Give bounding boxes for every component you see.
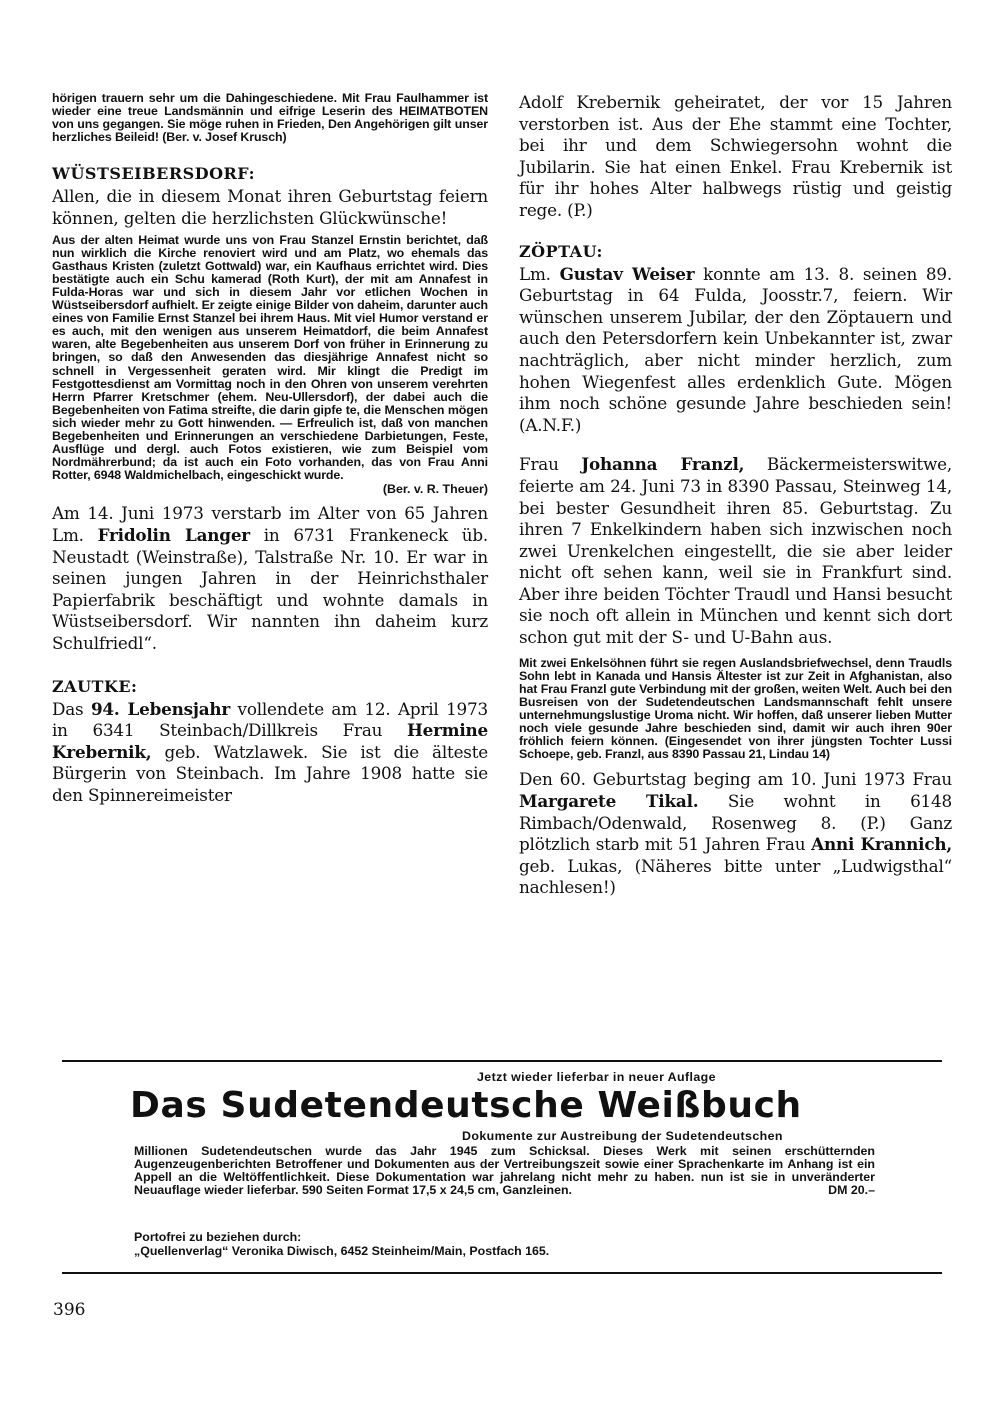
birthday-greeting: Allen, die in diesem Monat ihren Geburtstag feiern können, gelten die herzlichsten Glückwünsche! [52, 186, 488, 228]
text-run: Das [52, 698, 91, 719]
person-name: Johanna Franzl, [581, 454, 745, 475]
text-run: Sie wohnt in 6148 Rimbach/Odenwald, Rosenweg 8. (P.) Ganz plötzlich starb mit 51 Jahren Frau [519, 791, 952, 855]
ad-price: DM 20.– [828, 1183, 875, 1197]
person-name: Margarete Tikal. [519, 791, 699, 811]
text-run: Lm. [519, 263, 560, 284]
text-run: vollendete am 12. April 1973 in 6341 Steinbach/Dillkreis Frau [52, 698, 488, 741]
person-name: Gustav Weiser [559, 263, 695, 284]
ad-publisher-address: „Quellenverlag“ Veronika Diwisch, 6452 Steinheim/Main, Postfach 165. [134, 1244, 550, 1258]
ad-contact-line: Portofrei zu beziehen durch: [134, 1230, 302, 1244]
birthday-tikal-obituary-krannich [519, 769, 952, 899]
page-number: 396 [53, 1300, 86, 1320]
krebernik-continuation: Adolf Krebernik geheiratet, der vor 15 Jahren verstorben ist. Aus der Ehe stammt eine Tochter, bei ihr und dem Schwiegersohn wohnt die Jubilarin. Sie hat einen Enkel. Frau Krebernik ist für ihr hohes Alter halbwegs rüstig und geistig rege. (P.) [519, 92, 952, 220]
report-signature: (Ber. v. R. Theuer) [382, 482, 488, 497]
text-run: geb. Watzlawek. Sie ist die älteste Bürgerin von Steinbach. Im Jahre 1908 hatte sie den Spinnereimeister [52, 741, 488, 805]
ad-description-text: Millionen Sudetendeutschen wurde das Jahr 1945 zum Schicksal. Dieses Werk mit seinen erschütternden Augenzeugenberichten Betroffener und Dokumenten aus der Vertreibungszeit sowie einer Sprachenkarte im Anhang ist ein Appell an die Weltöffentlichkeit. Diese Dokumentation war jahrelang nicht mehr zu haben. nun ist sie in unveränderter Neuauflage wieder lieferbar. 590 Seiten Format 17,5 x 24,5 cm, Ganzleinen. [134, 1144, 875, 1197]
text-run: Bäckermeisterswitwe, feierte am 24. Juni 73 in 8390 Passau, Steinweg 14, bei bester Gesundheit ihren 85. Geburtstag. Zu ihren 7 Enkelkindern haben sich inzwischen noch zwei Urenkelchen eingestellt, die sie aber leider nicht oft sehen kann, weil sie in Frankfurt sind. Aber ihre beiden Töchter Traudl und Hansi besucht sie noch oft allein in München und kennt sich dort schon gut mit der S- und U-Bahn aus. [519, 454, 953, 648]
book-advertisement [62, 1060, 942, 1274]
person-name: Hermine Krebernik, [52, 720, 488, 762]
ad-subtitle: Dokumente zur Austreibung der Sudetendeutschen [462, 1129, 783, 1143]
birthday-krebernik [52, 699, 488, 807]
birthday-weiser [519, 264, 952, 437]
franzl-family-note: Mit zwei Enkelsöhnen führt sie regen Auslandsbriefwechsel, denn Traudls Sohn lebt in Kanada und Hansis Ältester ist zur Zeit in Afghanistan, also hat Frau Franzl gute Verbindung mit der großen, weiten Welt. Auch bei den Busreisen von der Sudetendeutschen Landsmannschaft fehlt unsere unternehmungslustige Uroma nicht. Wir hoffen, daß unserer lieben Mutter noch viele gesunde Jahre beschieden sind, damit wir auch ihren 90er fröhlich feiern können. (Eingesendet von ihrer jüngsten Tochter Lussi Schoepe, geb. Franzl, aus 8390 Passau 21, Lindau 14) [519, 655, 952, 762]
ad-description [134, 1145, 875, 1197]
birthday-franzl [519, 454, 952, 648]
text-run: Den 60. Geburtstag beging am 10. Juni 1973 Frau [519, 769, 952, 790]
obituary-langer [52, 503, 488, 654]
text-run: Am 14. Juni 1973 verstarb im Alter von 65 Jahren Lm. [52, 503, 488, 545]
person-name: Fridolin Langer [97, 524, 250, 545]
right-column [519, 92, 952, 899]
section-heading-zoeptau: ZÖPTAU: [519, 241, 603, 261]
obituary-continuation: hörigen trauern sehr um die Dahingeschiedene. Mit Frau Faulhammer ist wieder eine treue Landsmännin und eifrige Leserin des HEIMATBOTEN von uns gegangen. Sie möge ruhen in Frieden, Den Angehörigen gilt unser herzliches Beileid! (Ber. v. Josef Krusch) [52, 91, 488, 145]
person-name: Anni Krannich, [811, 834, 952, 855]
text-run: konnte am 13. 8. seinen 89. Geburtstag in 64 Fulda, Joosstr.7, feiern. Wir wünschen unserem Jubilar, der den Zöptauern und auch den Petersdorfern kein Unbekannter ist, zwar nachträglich, aber nicht minder herzlich, zum hohen Wiegenfest alles erdenklich Gute. Mögen ihm noch schöne gesunde Jahre beschieden sein! (A.N.F.) [519, 263, 952, 435]
left-column [52, 92, 488, 806]
text-run: geb. Lukas, (Näheres bitte unter „Ludwigsthal“ nachlesen!) [519, 855, 952, 898]
ad-contact [134, 1230, 549, 1258]
section-heading-wuestseibersdorf: WÜSTSEIBERSDORF: [52, 164, 255, 184]
text-run: Frau [519, 454, 582, 475]
ad-tagline: Jetzt wieder lieferbar in neuer Auflage [477, 1070, 716, 1084]
ad-book-title: Das Sudetendeutsche Weißbuch [130, 1085, 802, 1126]
homeland-report: Aus der alten Heimat wurde uns von Frau Stanzel Ernstin berichtet, daß nun wirklich die Kirche renoviert wird und am Platz, wo ehemals das Gasthaus Kristen (zuletzt Gottwald) war, ein Kaufhaus errichtet wird. Dies bestätigte auch ein Schu kamerad (Roth Kurt), der mit am Annafest in Fulda-Horas war und sich in diesem Jahr vor etlichen Wochen in Wüstseibersdorf aufhielt. Er zeigte einige Bilder von daheim, darunter auch eines von Familie Ernst Stanzel bei ihrem Haus. Mit viel Humor verstand er es auch, mit den wenigen aus unserem Heimatdorf, die beim Annafest waren, alte Begebenheiten aus unserem Dorf von früher in Erinnerung zu bringen, so daß den Anwesenden das diesjährige Annafest nicht so schnell in Vergessenheit geraten wird. Mir klingt die Predigt im Festgottesdienst am Vormittag noch in den Ohren von unserem verehrten Herrn Pfarrer Kretschmer (ehem. Neu-Ullersdorf), der dabei auch die Begebenheiten von Fatima streifte, die darin gipfe te, die Menschen mögen sich wieder mehr zu Gott hinwenden. — Erfreulich ist, daß von manchen Begebenheiten und Erinnerungen an verschiedene Darbietungen, Feste, Ausflüge und dergl. auch Fotos existieren, wie zum Beispiel vom Nordmährerbund; da ist auch ein Foto vorhanden, das von Frau Anni Rotter, 6948 Waldmichelbach, eingeschickt wurde. [52, 232, 488, 483]
age-highlight: 94. Lebensjahr [90, 698, 231, 719]
text-run: in 6731 Frankeneck üb. Neustadt (Weinstraße), Talstraße Nr. 10. Er war in seinen jungen Jahren in der Heinrichsthaler Papierfabrik beschäftigt und wohnte damals in Wüstseibersdorf. Wir nannten ihn daheim kurz Schulfriedl“. [52, 524, 488, 653]
section-heading-zautke: ZAUTKE: [52, 676, 138, 696]
